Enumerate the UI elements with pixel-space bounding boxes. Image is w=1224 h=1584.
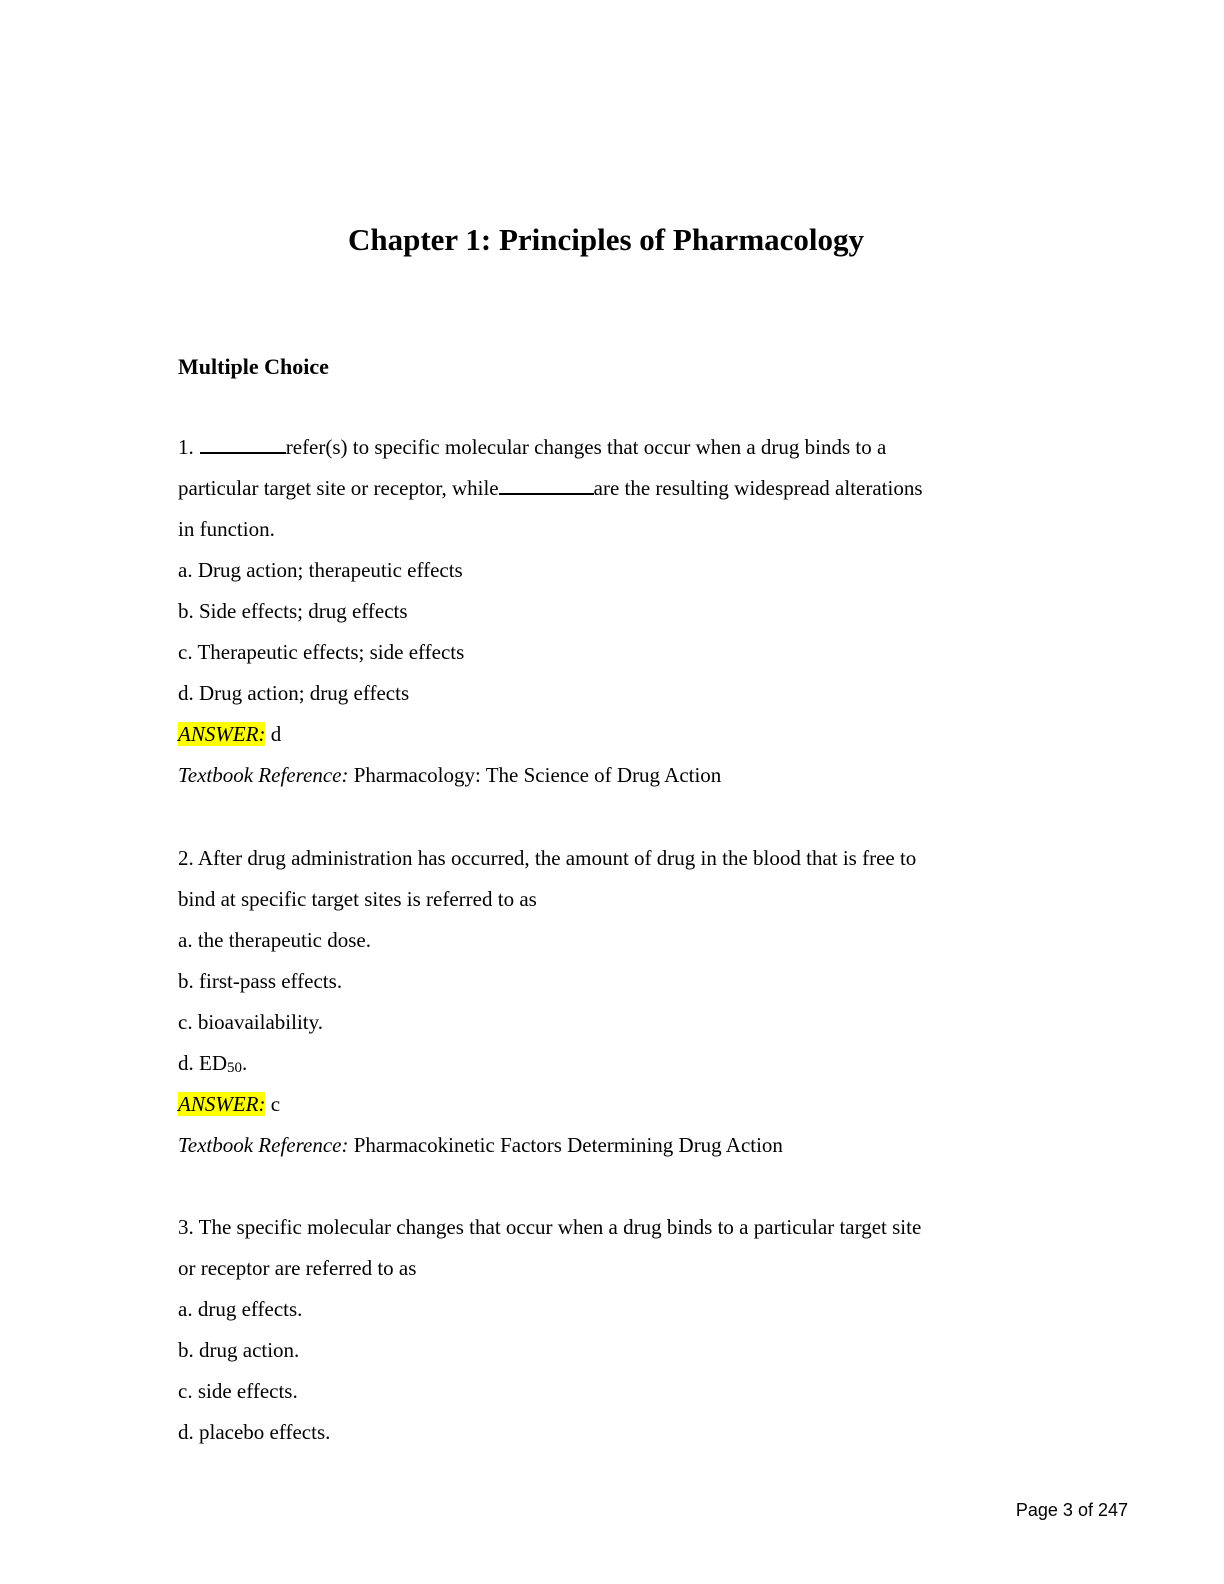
question-3-stem-line-1: 3. The specific molecular changes that occur when a drug binds to a particular target site: [178, 1215, 922, 1239]
option-a: a. drug effects.: [178, 1297, 303, 1321]
option-a: a. the therapeutic dose.: [178, 928, 371, 952]
reference-label: Textbook Reference:: [178, 1133, 349, 1157]
question-stem-text: particular target site or receptor, while: [178, 476, 499, 500]
reference-value: Pharmacology: The Science of Drug Action: [353, 763, 722, 787]
option-c: c. Therapeutic effects; side effects: [178, 640, 465, 664]
option-d: d. placebo effects.: [178, 1420, 331, 1444]
answer-line: [178, 720, 1038, 761]
option-c: c. bioavailability.: [178, 1010, 324, 1034]
option-d-text: ED: [199, 1051, 227, 1075]
reference-label: Textbook Reference:: [178, 763, 349, 787]
answer-value: d: [270, 722, 282, 746]
question-2-stem-line-2: bind at specific target sites is referred to as: [178, 887, 537, 911]
page-number: Page 3 of 247: [1015, 1500, 1128, 1520]
option-a: a. Drug action; therapeutic effects: [178, 558, 463, 582]
answer-label: ANSWER:: [178, 722, 266, 746]
question-1-stem-line-2: [178, 474, 1038, 515]
answer-blank: [499, 474, 594, 495]
question-1-stem-line-3: in function.: [178, 517, 275, 541]
question-number: 1.: [178, 435, 194, 459]
option-d-subscript: 50: [227, 1060, 242, 1076]
question-3-stem-line-2: or receptor are referred to as: [178, 1256, 417, 1280]
reference-value: Pharmacokinetic Factors Determining Drug Action: [353, 1133, 783, 1157]
question-2-stem-line-1: 2. After drug administration has occurred, the amount of drug in the blood that is free to: [178, 846, 917, 870]
page-title: Chapter 1: Principles of Pharmacology: [347, 222, 865, 257]
question-stem-text: refer(s) to specific molecular changes that occur when a drug binds to a: [285, 435, 887, 459]
option-b: b. Side effects; drug effects: [178, 599, 408, 623]
question-2: [178, 844, 1038, 1172]
reference-line: [178, 1131, 1038, 1172]
option-b: b. first-pass effects.: [178, 969, 343, 993]
option-b: b. drug action.: [178, 1338, 300, 1362]
section-heading: Multiple Choice: [178, 354, 329, 379]
option-d-prefix: d.: [178, 1051, 194, 1075]
answer-value: c: [270, 1092, 281, 1116]
question-stem-text: are the resulting widespread alterations: [593, 476, 923, 500]
question-3: [178, 1213, 1038, 1459]
answer-line: [178, 1090, 1038, 1131]
question-1-stem-line-1: [178, 433, 1038, 474]
option-d: [178, 1049, 1038, 1090]
answer-blank: [200, 433, 286, 454]
option-d: d. Drug action; drug effects: [178, 681, 410, 705]
option-d-suffix: .: [242, 1051, 248, 1075]
question-1: [178, 433, 1038, 802]
option-c: c. side effects.: [178, 1379, 298, 1403]
reference-line: [178, 761, 1038, 802]
answer-label: ANSWER:: [178, 1092, 266, 1116]
